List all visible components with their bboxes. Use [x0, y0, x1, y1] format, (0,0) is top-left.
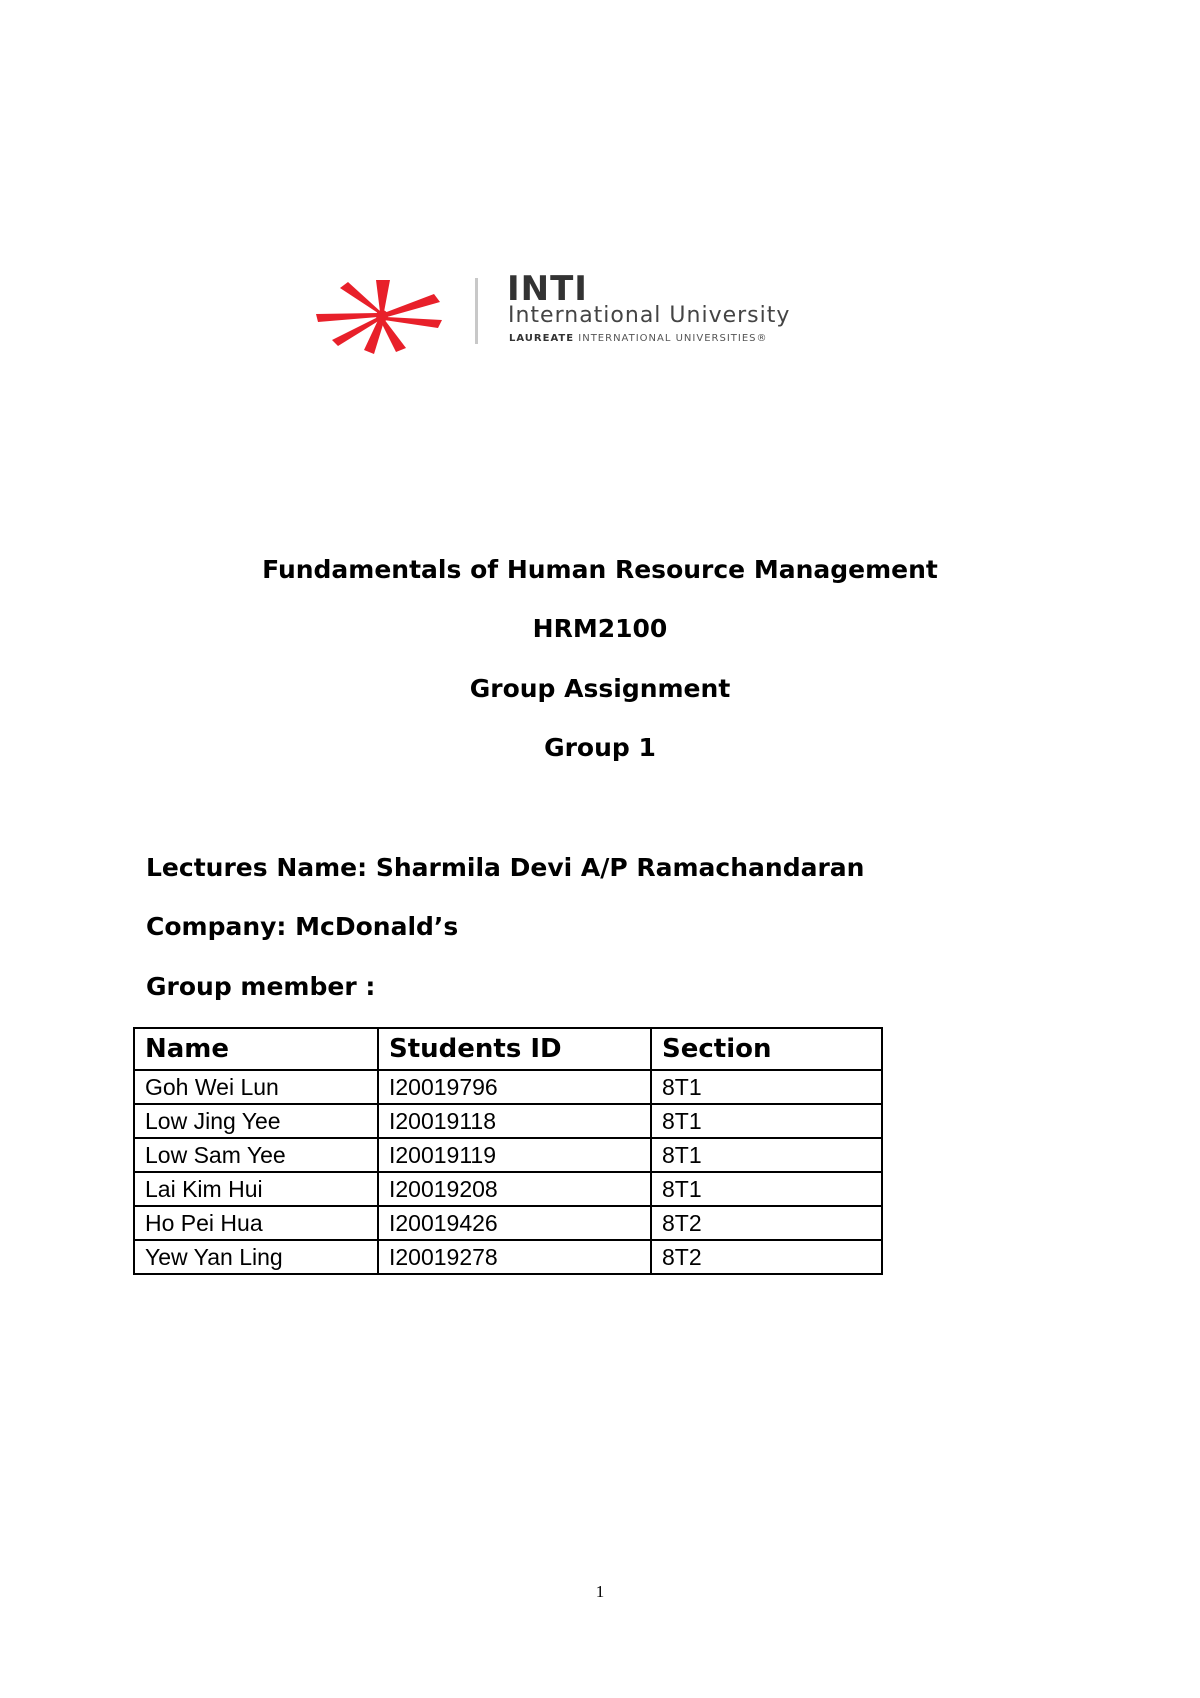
table-row [134, 1172, 882, 1206]
group-number: Group 1 [544, 733, 656, 762]
logo-university-name: International University [508, 303, 791, 328]
member-student-id: I20019118 [378, 1104, 651, 1138]
logo-divider [475, 278, 478, 344]
member-student-id: I20019278 [378, 1240, 651, 1274]
table-row [134, 1104, 882, 1138]
table-row [134, 1070, 882, 1104]
group-member-heading: Group member : [146, 972, 376, 1001]
member-section: 8T1 [651, 1138, 882, 1172]
table-row [134, 1240, 882, 1274]
member-student-id: I20019426 [378, 1206, 651, 1240]
lecturer-label: Lectures Name: [146, 853, 368, 882]
member-section: 8T2 [651, 1240, 882, 1274]
header-student-id: Students ID [378, 1028, 651, 1070]
header-name: Name [134, 1028, 378, 1070]
header-section: Section [651, 1028, 882, 1070]
member-student-id: I20019796 [378, 1070, 651, 1104]
logo-brand-text: INTI [507, 269, 588, 309]
logo-tagline [509, 333, 768, 345]
lecturer-line [146, 853, 864, 883]
member-student-id: I20019119 [378, 1138, 651, 1172]
company-name: McDonald’s [295, 912, 459, 941]
table-row [134, 1138, 882, 1172]
page-number: 1 [595, 1582, 605, 1601]
company-line [146, 912, 458, 942]
logo-tagline-bold: LAUREATE [509, 333, 575, 344]
member-student-id: I20019208 [378, 1172, 651, 1206]
course-name: Fundamentals of Human Resource Management [262, 555, 938, 584]
lecturer-name: Sharmila Devi A/P Ramachandaran [375, 853, 865, 882]
company-label: Company: [146, 912, 287, 941]
member-name: Yew Yan Ling [134, 1240, 378, 1274]
table-header-row [134, 1028, 882, 1070]
group-members-table [133, 1027, 883, 1275]
member-name: Low Jing Yee [134, 1104, 378, 1138]
university-logo [312, 270, 902, 370]
table-row [134, 1206, 882, 1240]
member-name: Low Sam Yee [134, 1138, 378, 1172]
inti-star-logo-icon [312, 276, 452, 356]
member-name: Ho Pei Hua [134, 1206, 378, 1240]
member-section: 8T1 [651, 1070, 882, 1104]
assignment-type: Group Assignment [469, 674, 731, 703]
member-section: 8T1 [651, 1104, 882, 1138]
logo-tagline-rest: INTERNATIONAL UNIVERSITIES [578, 333, 757, 344]
logo-tagline-mark: ® [756, 333, 768, 344]
member-name: Goh Wei Lun [134, 1070, 378, 1104]
member-section: 8T1 [651, 1172, 882, 1206]
member-section: 8T2 [651, 1206, 882, 1240]
course-code: HRM2100 [532, 614, 668, 643]
member-name: Lai Kim Hui [134, 1172, 378, 1206]
